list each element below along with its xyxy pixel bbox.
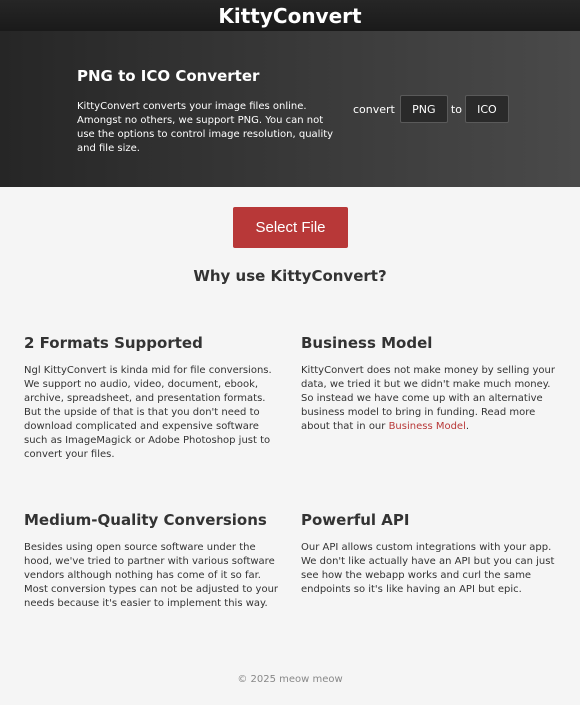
top-bar — [0, 0, 580, 31]
footer-copyright: © 2025 meow meow — [237, 674, 343, 685]
business-model-link[interactable]: Business Model — [388, 421, 466, 432]
feature-text — [301, 364, 559, 434]
feature-quality — [24, 511, 282, 611]
why-section-title: Why use KittyConvert? — [193, 267, 387, 285]
feature-formats — [24, 334, 282, 462]
feature-title: Medium-Quality Conversions — [24, 511, 267, 529]
convert-label: convert — [353, 102, 395, 116]
from-format-select[interactable]: PNG — [400, 95, 448, 123]
feature-title: Powerful API — [301, 511, 410, 529]
hero-description: KittyConvert converts your image files online. Amongst no others, we support PNG. You can not use the options to control image resolution, quality and file size. — [77, 101, 334, 154]
hero-banner — [0, 31, 580, 187]
feature-business-model — [301, 334, 559, 434]
format-selector — [353, 95, 509, 123]
feature-text: Our API allows custom integrations with your app. We don't like actually have an API but you can just see how the webapp works and curl the same endpoints so it's like having an API but epic. — [301, 542, 555, 595]
to-label: to — [450, 102, 462, 116]
feature-title: Business Model — [301, 334, 433, 352]
feature-api — [301, 511, 559, 597]
feature-text: Besides using open source software under the hood, we've tried to partner with various software vendors although nothing has come of it so far. Most conversion types can not be adjusted to your needs because it's easier to implement this way. — [24, 542, 279, 609]
feature-text: Ngl KittyConvert is kinda mid for file conversions. We support no audio, video, document, ebook, archive, spreadsheet, and presentation formats. But the upside of that is that you don't need to download complicated and expensive software such as ImageMagick or Adobe Photoshop just to convert your files. — [24, 365, 272, 460]
feature-text-end: . — [465, 421, 470, 432]
to-format-select[interactable]: ICO — [465, 95, 509, 123]
page-title: PNG to ICO Converter — [77, 67, 260, 85]
feature-text-body: KittyConvert does not make money by selling your data, we tried it but we didn't make much money. So instead we have come up with an alternative business model to bring in funding. Read more about that in our — [301, 365, 555, 432]
select-file-button[interactable]: Select File — [233, 207, 348, 248]
feature-title: 2 Formats Supported — [24, 334, 203, 352]
brand-logo[interactable]: KittyConvert — [218, 3, 362, 28]
